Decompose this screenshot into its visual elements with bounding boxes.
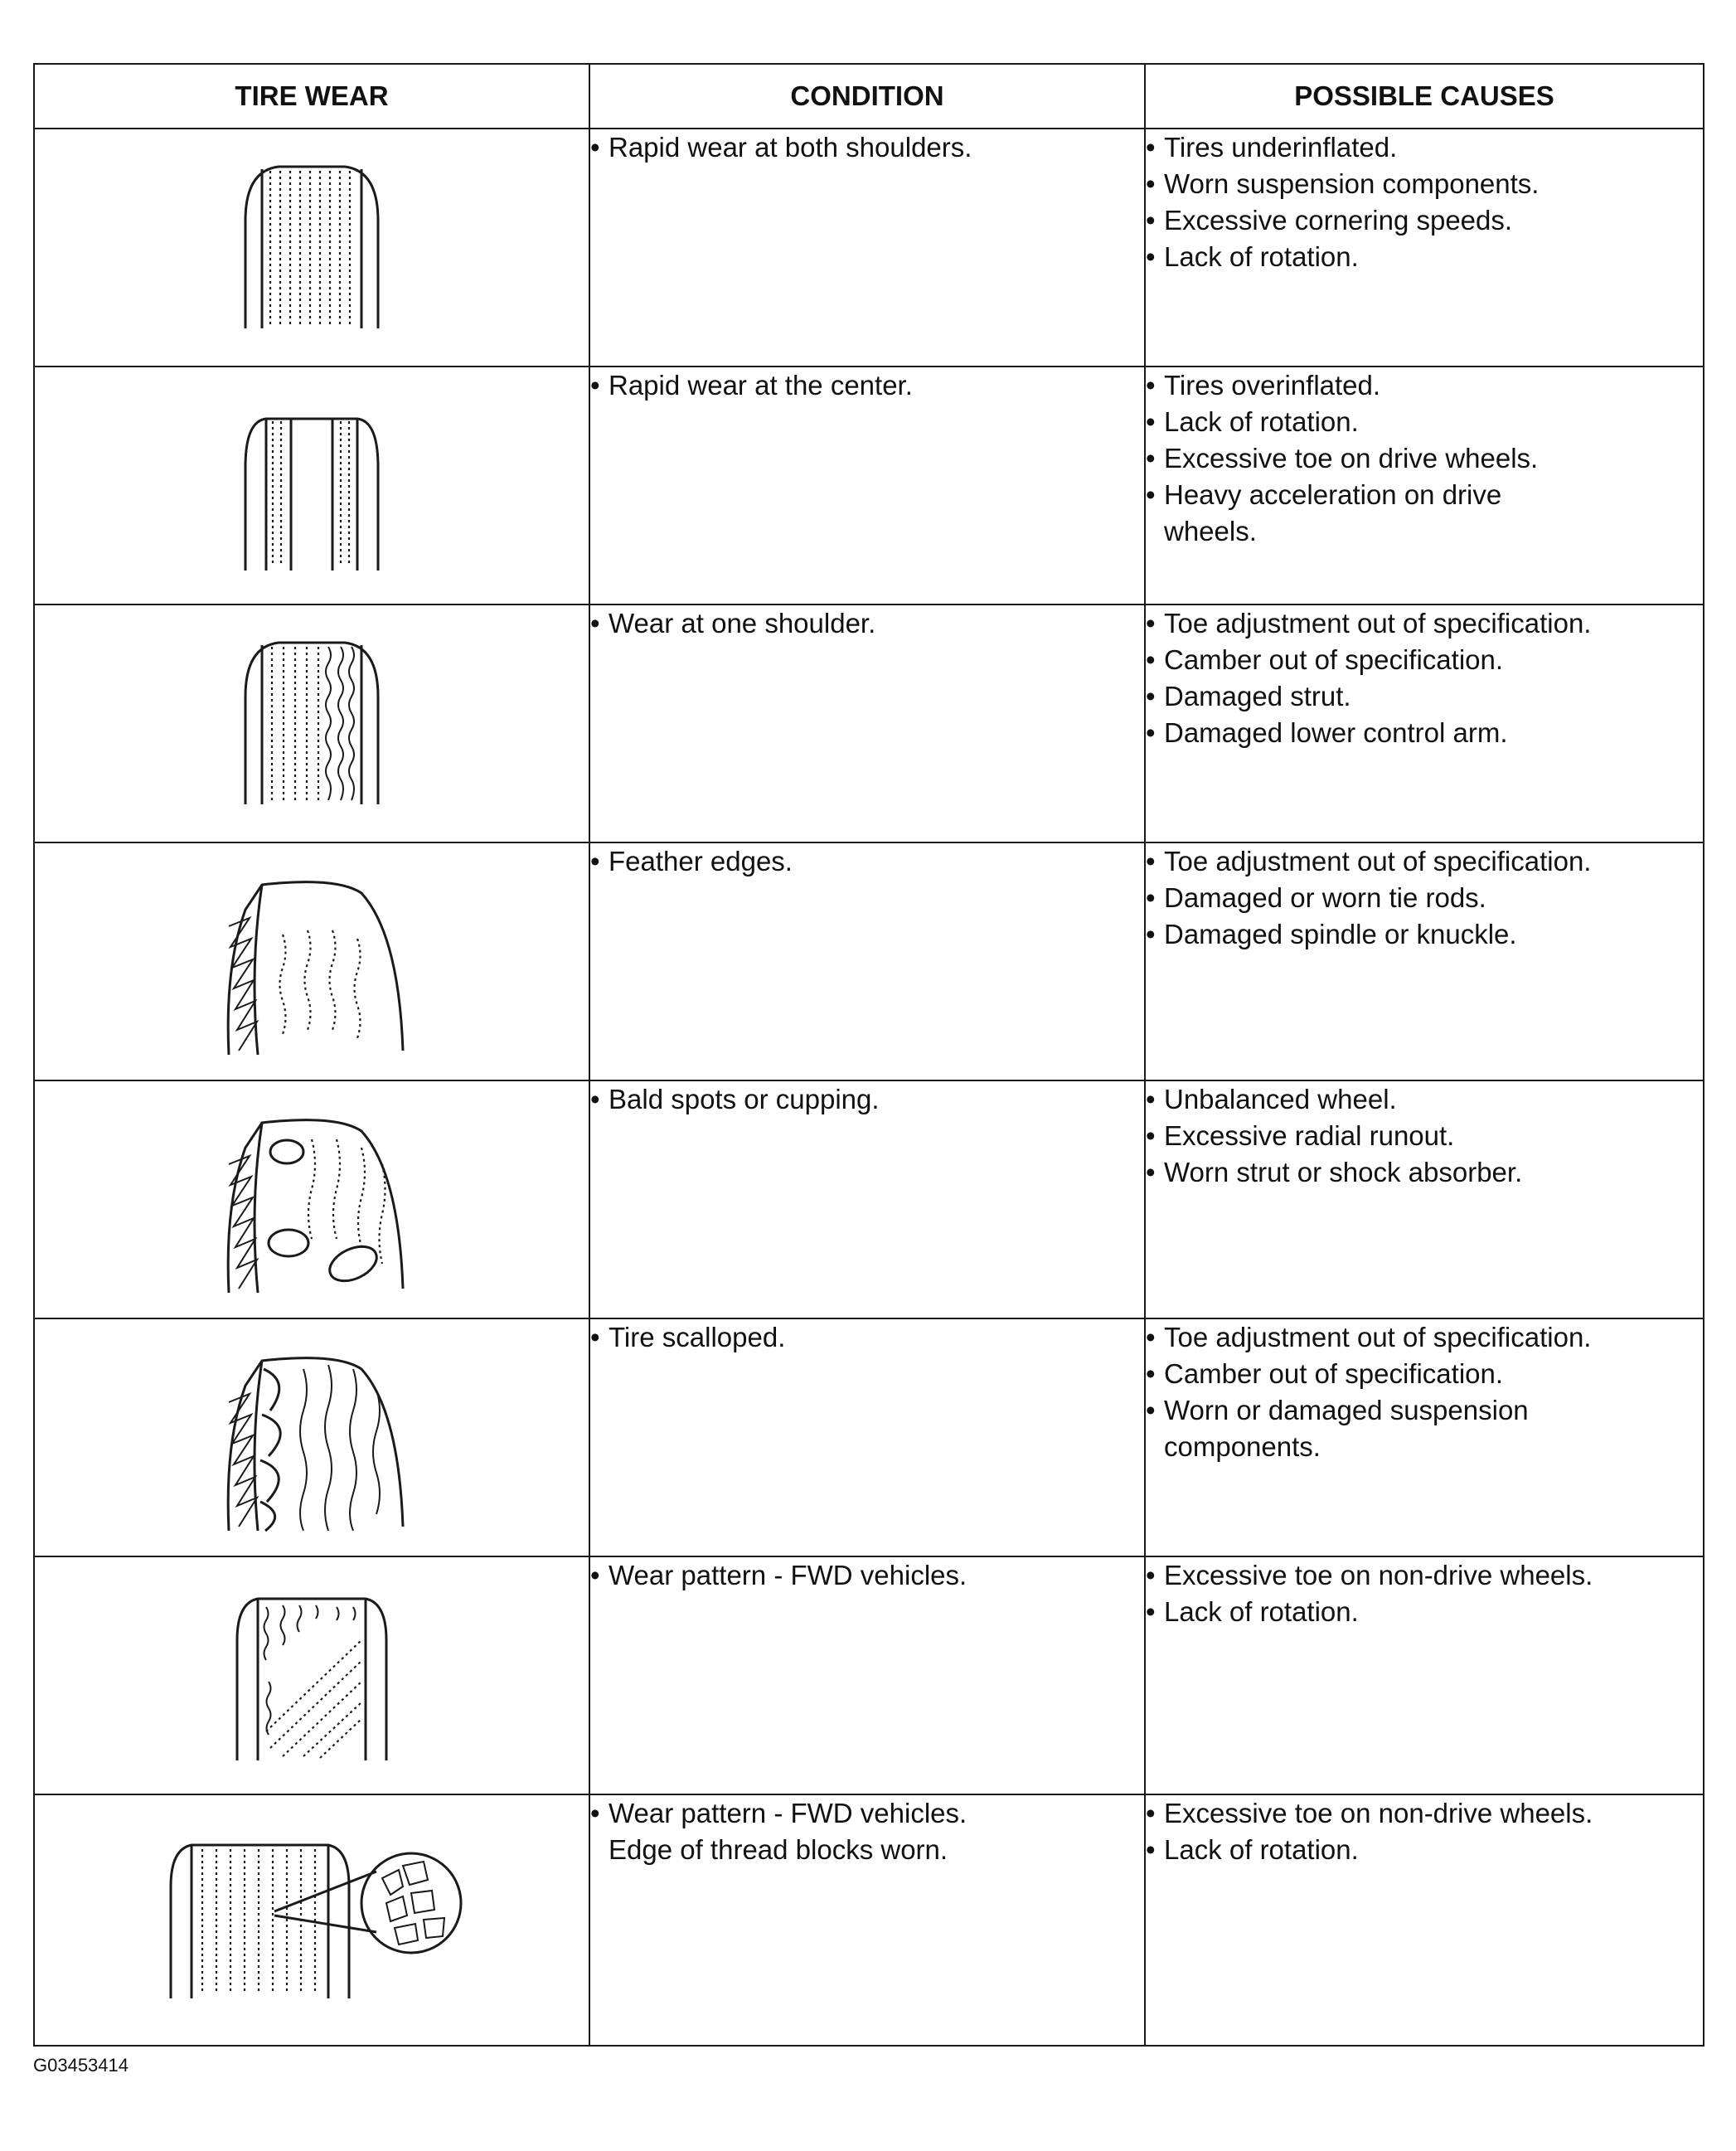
tire-feather-edge-icon [212,868,411,1059]
cause-item-continued: components. [1164,1431,1321,1462]
causes-cell [1145,1794,1704,2046]
figure-id: G03453414 [33,2055,129,2076]
condition-cell [589,1794,1145,2046]
cause-item: • Lack of rotation. [1146,239,1703,275]
causes-cell [1145,842,1704,1080]
condition-cell [589,842,1145,1080]
cause-item: • Unbalanced wheel. [1146,1081,1703,1118]
tire-shoulder-wear-icon [229,154,395,337]
table-row [34,1318,1704,1556]
cause-item: • Worn strut or shock absorber. [1146,1154,1703,1191]
condition-cell [589,1080,1145,1318]
cause-item: • Damaged strut. [1146,678,1703,715]
causes-cell [1145,1556,1704,1794]
cause-item: • Damaged spindle or knuckle. [1146,916,1703,953]
table-row [34,129,1704,367]
header-tire-wear: TIRE WEAR [34,64,589,129]
cause-item: • Toe adjustment out of specification. [1146,843,1703,880]
cause-item: • Lack of rotation. [1146,1832,1703,1868]
condition-text: • Feather edges. [590,843,1144,880]
tire-wear-cell [34,367,589,605]
condition-text: • Bald spots or cupping. [590,1081,1144,1118]
tire-wear-cell [34,1794,589,2046]
cause-item: • Damaged lower control arm. [1146,715,1703,751]
condition-cell [589,605,1145,842]
table-row [34,1556,1704,1794]
causes-cell [1145,367,1704,605]
tire-diagonal-wear-icon [221,1582,403,1765]
cause-item: • Lack of rotation. [1146,404,1703,440]
tire-wear-cell [34,129,589,367]
cause-item: • Camber out of specification. [1146,1356,1703,1392]
cause-item: • Lack of rotation. [1146,1594,1703,1630]
cause-item: • Toe adjustment out of specification. [1146,1319,1703,1356]
header-possible-causes: POSSIBLE CAUSES [1145,64,1704,129]
tire-wear-cell [34,1556,589,1794]
condition-text-continued: Edge of thread blocks worn. [609,1834,948,1865]
causes-cell [1145,1080,1704,1318]
condition-cell [589,129,1145,367]
cause-item: • Toe adjustment out of specification. [1146,605,1703,642]
header-row [34,64,1704,129]
tire-scalloped-icon [212,1344,411,1535]
cause-item: • Worn suspension components. [1146,166,1703,202]
table-row [34,1794,1704,2046]
tire-tread-block-wear-icon [154,1820,469,2003]
condition-text: • Tire scalloped. [590,1319,1144,1356]
table-row [34,842,1704,1080]
cause-item: • Damaged or worn tie rods. [1146,880,1703,916]
tire-center-wear-icon [229,392,395,575]
tire-one-shoulder-wear-icon [229,630,395,813]
cause-item: • Excessive radial runout. [1146,1118,1703,1154]
header-condition: CONDITION [589,64,1145,129]
condition-text: • Wear pattern - FWD vehicles. [590,1795,1144,1832]
condition-cell [589,1556,1145,1794]
tire-wear-cell [34,842,589,1080]
causes-cell [1145,1318,1704,1556]
table-row [34,605,1704,842]
condition-cell [589,367,1145,605]
causes-cell [1145,605,1704,842]
causes-cell [1145,129,1704,367]
cause-item: • Worn or damaged suspension [1146,1392,1703,1429]
condition-cell [589,1318,1145,1556]
condition-text: • Wear pattern - FWD vehicles. [590,1557,1144,1594]
condition-text: • Wear at one shoulder. [590,605,1144,642]
table-row [34,367,1704,605]
condition-text: • Rapid wear at both shoulders. [590,129,1144,166]
cause-item-continued: wheels. [1164,516,1257,546]
tire-cupping-icon [212,1106,411,1297]
cause-item: • Excessive cornering speeds. [1146,202,1703,239]
tire-wear-table [33,63,1704,2047]
tire-wear-cell [34,1318,589,1556]
cause-item: • Heavy acceleration on drive [1146,477,1703,513]
table-row [34,1080,1704,1318]
cause-item: • Excessive toe on non-drive wheels. [1146,1795,1703,1832]
tire-wear-cell [34,605,589,842]
tire-wear-cell [34,1080,589,1318]
cause-item: • Tires underinflated. [1146,129,1703,166]
condition-text: • Rapid wear at the center. [590,367,1144,404]
cause-item: • Tires overinflated. [1146,367,1703,404]
cause-item: • Excessive toe on non-drive wheels. [1146,1557,1703,1594]
cause-item: • Excessive toe on drive wheels. [1146,440,1703,477]
cause-item: • Camber out of specification. [1146,642,1703,678]
